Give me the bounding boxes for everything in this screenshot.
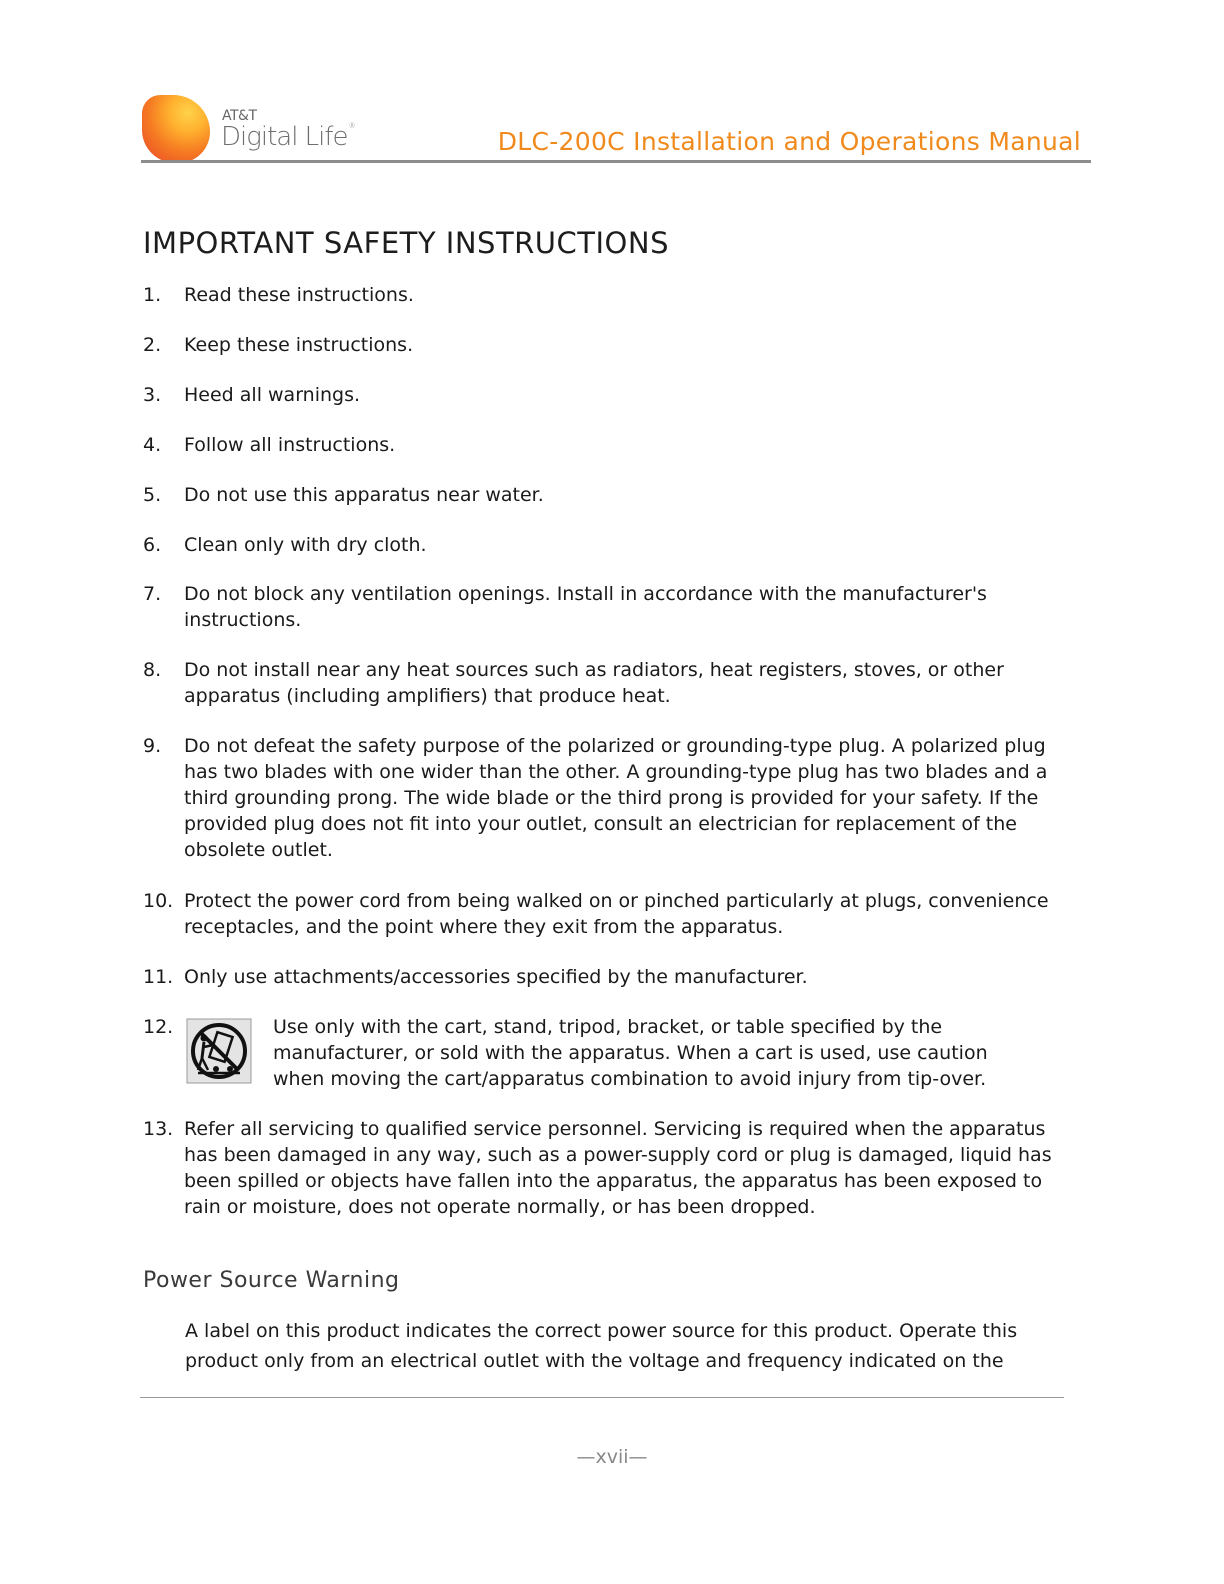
list-item-text: Only use attachments/accessories specified by the manufacturer. xyxy=(184,966,808,988)
list-item-text: Use only with the cart, stand, tripod, bracket, or table specified by the manufacturer, or sold with the apparatus. When a cart is used, use caution when moving the cart/apparatus combination to avoid injury from tip-over. xyxy=(273,1016,988,1090)
section-heading: Power Source Warning xyxy=(143,1268,400,1293)
list-item-text: Do not use this apparatus near water. xyxy=(184,484,544,506)
list-item-text: Keep these instructions. xyxy=(184,334,414,356)
list-item-number: 7. xyxy=(143,583,162,605)
list-item-text: Do not defeat the safety purpose of the polarized or grounding-type plug. A polarized plug has two blades with one wider than the other. A grounding-type plug has two blades and a third grounding prong. The wide blade or the third prong is provided for your safety. If the provided plug does not fit into your outlet, consult an electrician for replacement of the obsolete outlet. xyxy=(184,735,1048,861)
list-item-text: Follow all instructions. xyxy=(184,434,396,456)
list-item-number: 12. xyxy=(143,1016,174,1038)
list-item-text: Do not block any ventilation openings. Install in accordance with the manufacturer's instructions. xyxy=(184,583,987,631)
list-item-number: 11. xyxy=(143,966,174,988)
list-item-number: 6. xyxy=(143,534,162,556)
header-divider xyxy=(141,160,1091,163)
list-item-number: 4. xyxy=(143,434,162,456)
list-item-text: Refer all servicing to qualified service personnel. Servicing is required when the apparatus has been damaged in any way, such as a power-supply cord or plug is damaged, liquid has been spilled or objects have fallen into the apparatus, the apparatus has been exposed to rain or moisture, does not operate normally, or has been dropped. xyxy=(184,1118,1052,1218)
page-title: IMPORTANT SAFETY INSTRUCTIONS xyxy=(143,226,669,260)
list-item-text: Protect the power cord from being walked on or pinched particularly at plugs, convenience receptacles, and the point where they exit from the apparatus. xyxy=(184,890,1049,938)
no-cart-tipover-icon xyxy=(186,1018,252,1084)
list-item-text: Clean only with dry cloth. xyxy=(184,534,427,556)
manual-title: DLC-200C Installation and Operations Manual xyxy=(497,127,1081,156)
page-header xyxy=(141,92,1091,164)
list-item-number: 8. xyxy=(143,659,162,681)
list-item-number: 13. xyxy=(143,1118,174,1140)
list-item-number: 1. xyxy=(143,284,162,306)
logo-digital-life-text: Digital Life® xyxy=(221,122,355,152)
logo-att-text: AT&T xyxy=(222,108,257,124)
list-item-number: 2. xyxy=(143,334,162,356)
section-paragraph: A label on this product indicates the correct power source for this product. Operate this product only from an electrical outlet with the voltage and frequency indicated on the xyxy=(185,1320,1018,1372)
list-item-text: Heed all warnings. xyxy=(184,384,361,406)
page-number: —xvii— xyxy=(576,1446,648,1468)
list-item-number: 9. xyxy=(143,735,162,757)
list-item-number: 5. xyxy=(143,484,162,506)
footer-divider xyxy=(140,1397,1064,1398)
att-globe-logo xyxy=(142,95,210,163)
list-item-text: Read these instructions. xyxy=(184,284,414,306)
list-item-text: Do not install near any heat sources such as radiators, heat registers, stoves, or other apparatus (including amplifiers) that produce heat. xyxy=(184,659,1004,707)
list-item-number: 3. xyxy=(143,384,162,406)
list-item-number: 10. xyxy=(143,890,174,912)
